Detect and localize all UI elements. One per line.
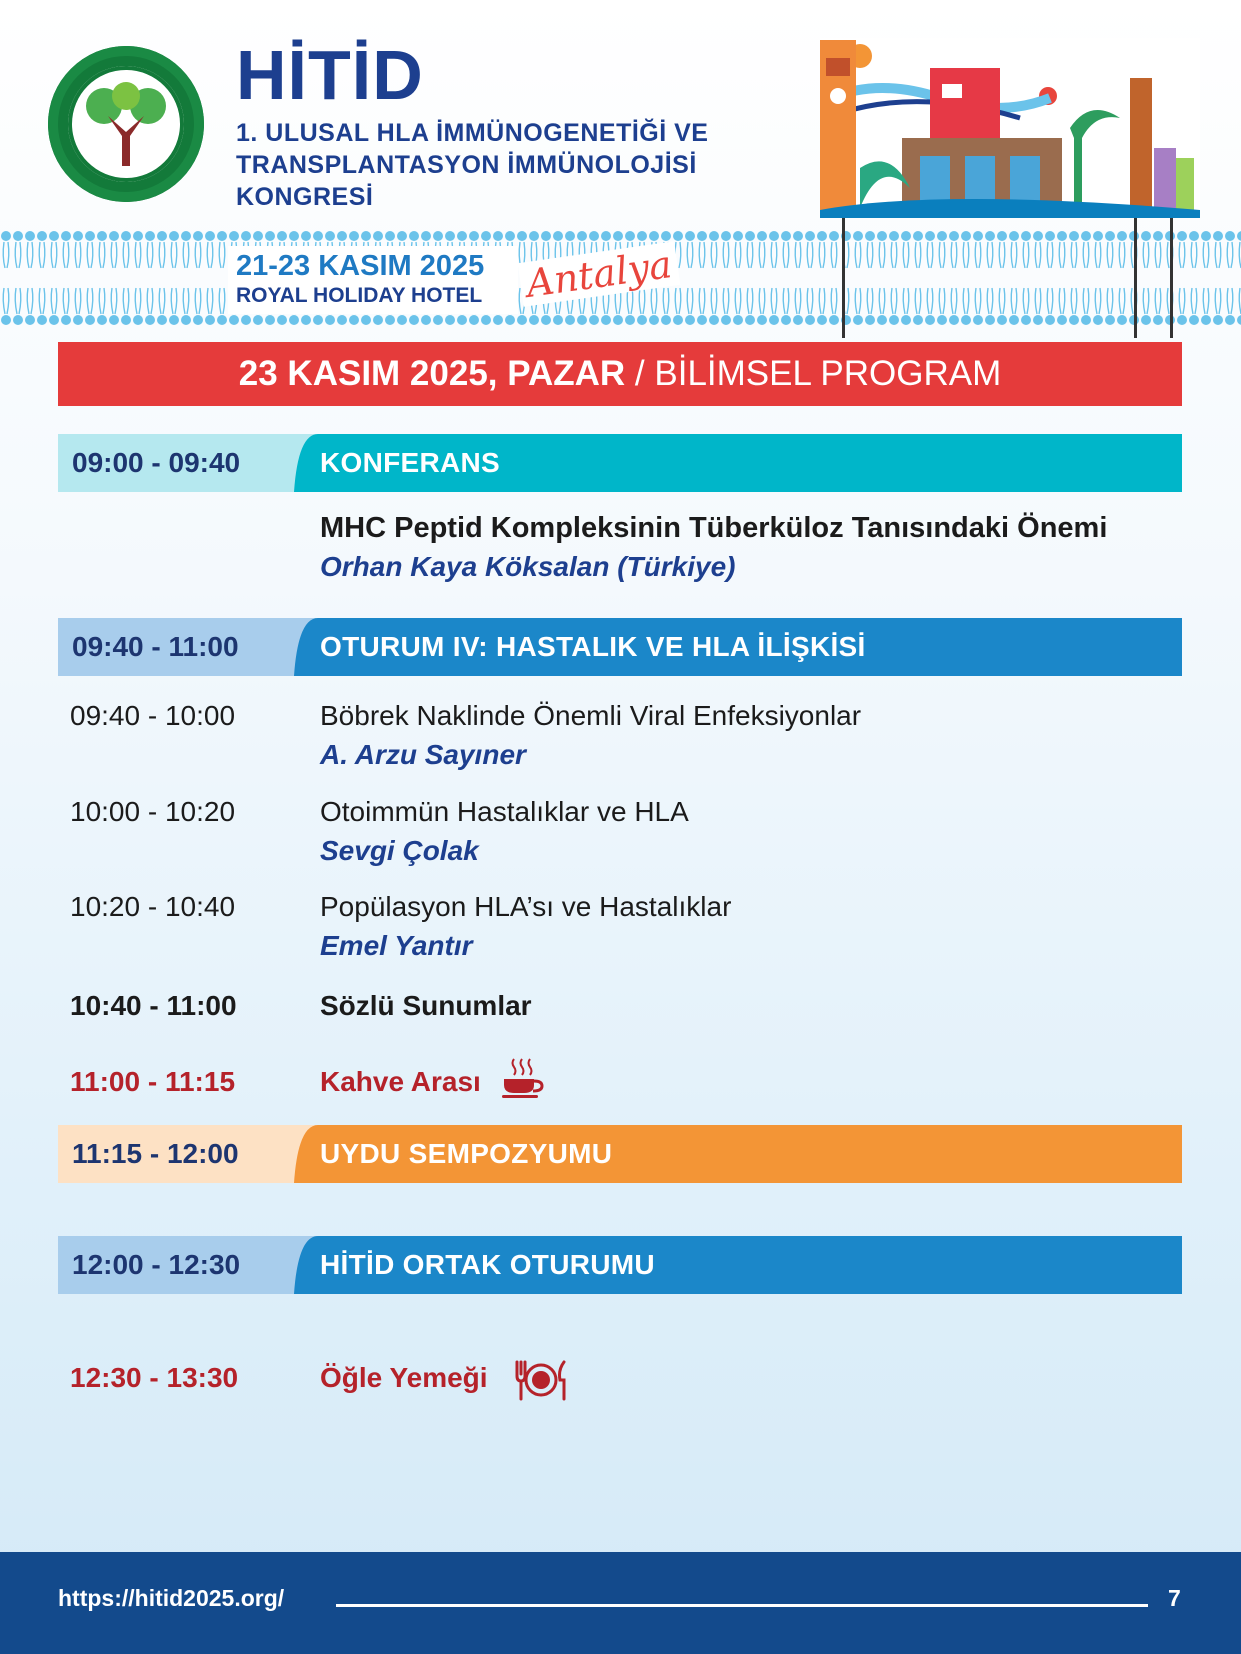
congress-title-line-1: 1. ULUSAL HLA İMMÜNOGENETİĞİ VE — [236, 119, 709, 147]
session-time-box — [58, 434, 288, 492]
coffee-cup-icon — [500, 1055, 544, 1099]
talk-time: 10:20 - 10:40 — [70, 891, 236, 922]
coffee-title: Kahve Arası — [320, 1066, 481, 1097]
session-title: KONFERANS — [320, 447, 501, 478]
session-time-box — [58, 1236, 288, 1294]
talk-title: Popülasyon HLA’sı ve Hastalıklar — [320, 891, 732, 922]
talk-title: Otoimmün Hastalıklar ve HLA — [320, 796, 689, 827]
session-bar-joint — [58, 1236, 1182, 1294]
session-title: OTURUM IV: HASTALIK VE HLA İLİŞKİSİ — [320, 631, 866, 662]
page-number: 7 — [1168, 1585, 1181, 1611]
conference-speaker: Orhan Kaya Köksalan (Türkiye) — [320, 551, 736, 582]
lunch-time: 12:30 - 13:30 — [70, 1362, 239, 1393]
session-bar-oturum-iv — [58, 618, 1182, 676]
talk-speaker: A. Arzu Sayıner — [320, 739, 526, 770]
congress-venue: ROYAL HOLIDAY HOTEL — [236, 284, 483, 307]
footer-rule — [336, 1604, 1148, 1607]
lunch-title: Öğle Yemeği — [320, 1362, 488, 1393]
city-script: Antalya — [518, 241, 681, 307]
session-time: 09:40 - 11:00 — [72, 631, 239, 662]
oral-title: Sözlü Sunumlar — [320, 990, 532, 1021]
day-label: BİLİMSEL PROGRAM — [654, 354, 1002, 393]
plate-cutlery-icon — [512, 1358, 570, 1402]
conference-title: MHC Peptid Kompleksinin Tüberküloz Tanısındaki Önemi — [320, 512, 1108, 544]
congress-title-line-3: KONGRESİ — [236, 183, 374, 211]
day-banner — [58, 342, 1182, 406]
coffee-time: 11:00 - 11:15 — [70, 1066, 236, 1097]
oral-time: 10:40 - 11:00 — [70, 990, 237, 1021]
brand-title: HİTİD — [236, 36, 424, 114]
session-title: HİTİD ORTAK OTURUMU — [320, 1249, 655, 1280]
talk-speaker: Emel Yantır — [320, 930, 473, 961]
talk-time: 10:00 - 10:20 — [70, 796, 236, 827]
website-link[interactable]: https://hitid2025.org/ — [58, 1585, 285, 1611]
session-bar-satellite — [58, 1125, 1182, 1183]
session-time: 09:00 - 09:40 — [72, 447, 241, 478]
session-time-box — [58, 1125, 288, 1183]
tree-emblem-icon — [68, 66, 184, 182]
antalya-illustration — [820, 38, 1200, 338]
talk-title: Böbrek Naklinde Önemli Viral Enfeksiyonlar — [320, 700, 862, 731]
session-time-box — [58, 618, 288, 676]
day-separator: / — [634, 354, 645, 393]
talk-time: 09:40 - 10:00 — [70, 700, 236, 731]
session-title: UYDU SEMPOZYUMU — [320, 1138, 613, 1169]
session-time: 12:00 - 12:30 — [72, 1249, 241, 1280]
session-time: 11:15 - 12:00 — [72, 1138, 239, 1169]
congress-title-line-2: TRANSPLANTASYON İMMÜNOLOJİSİ — [236, 151, 697, 179]
talk-speaker: Sevgi Çolak — [320, 835, 479, 866]
day-date: 23 KASIM 2025, PAZAR — [238, 354, 626, 393]
society-logo — [48, 46, 204, 202]
congress-dates: 21-23 KASIM 2025 — [236, 250, 485, 282]
session-bar-conference — [58, 434, 1182, 492]
